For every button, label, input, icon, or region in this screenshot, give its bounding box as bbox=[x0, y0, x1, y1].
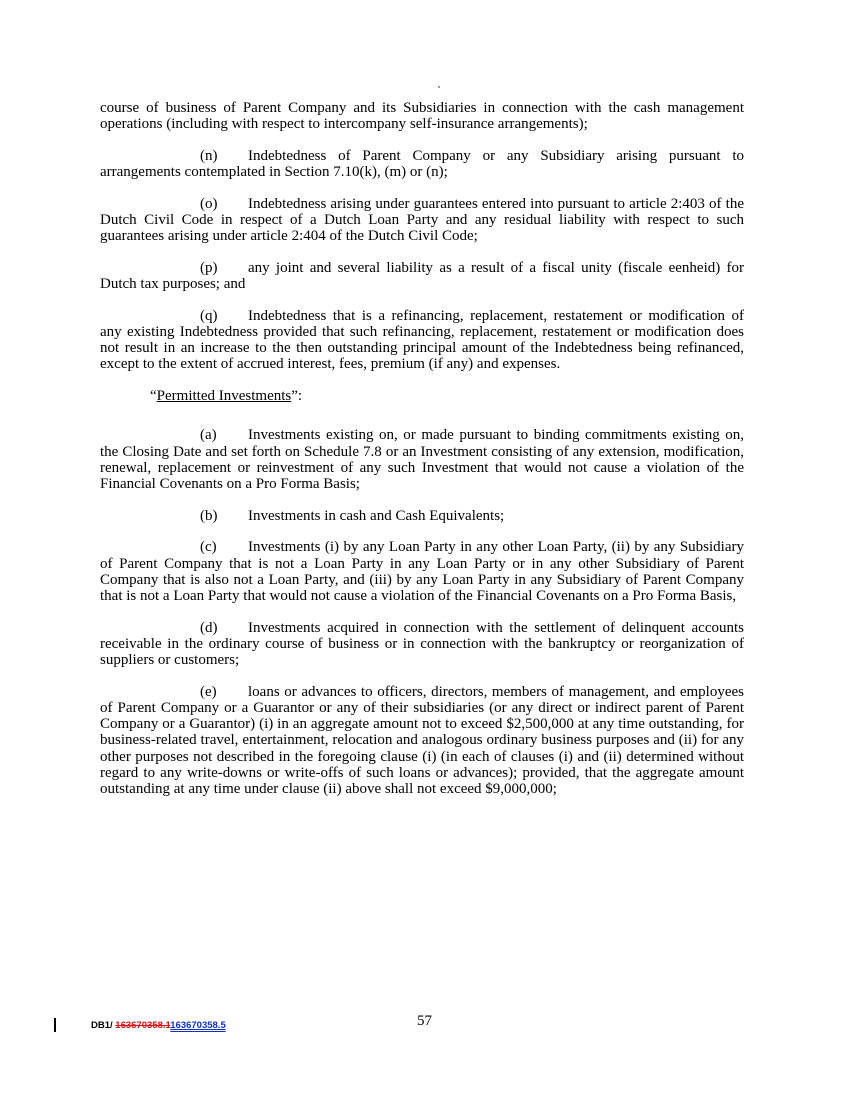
clause-text: Investments acquired in connection with the settlement of delinquent accounts receivable in the ordinary course of business or in connection with the bankruptcy or reorganization of suppliers or customers; bbox=[100, 619, 744, 669]
clause-a bbox=[100, 427, 744, 492]
clause-label: (n) bbox=[200, 147, 218, 164]
scan-dot bbox=[438, 86, 440, 88]
deleted-doc-id: 163670358.1 bbox=[115, 1020, 171, 1031]
clause-c bbox=[100, 539, 744, 604]
clause-o bbox=[100, 196, 744, 245]
clause-e bbox=[100, 684, 744, 797]
continuation-paragraph: course of business of Parent Company and its Subsidiaries in connection with the cash management operations (including with respect to intercompany self-insurance arrangements); bbox=[100, 100, 744, 133]
clause-text: any joint and several liability as a result of a fiscal unity (fiscale eenheid) for Dutch tax purposes; and bbox=[100, 259, 744, 293]
clause-p bbox=[100, 260, 744, 292]
clause-text: Indebtedness that is a refinancing, replacement, restatement or modification of any existing Indebtedness provided that such refinancing, replacement, restatement or modification does not result in an increase to the then outstanding principal amount of the Indebtedness being refinanced, except to the extent of accrued interest, fees, premium (if any) and expenses. bbox=[100, 307, 744, 373]
clause-q bbox=[100, 308, 744, 373]
clause-n bbox=[100, 148, 744, 180]
open-quote: “ bbox=[150, 388, 157, 405]
document-body bbox=[100, 100, 744, 813]
clause-label: (o) bbox=[200, 195, 218, 212]
close-quote: ”: bbox=[291, 388, 303, 405]
clause-label: (e) bbox=[200, 683, 217, 700]
clause-label: (d) bbox=[200, 619, 218, 636]
clause-label: (q) bbox=[200, 307, 218, 324]
clause-text: Indebtedness arising under guarantees entered into pursuant to article 2:403 of the Dutch Civil Code in respect of a Dutch Loan Party and any residual liability with respect to such guarantees arising under article 2:404 of the Dutch Civil Code; bbox=[100, 195, 744, 245]
defined-term: Permitted Investments bbox=[156, 388, 292, 405]
clause-label: (p) bbox=[200, 259, 218, 276]
page-number: 57 bbox=[417, 1013, 432, 1029]
clause-text: Indebtedness of Parent Company or any Subsidiary arising pursuant to arrangements contemplated in Section 7.10(k), (m) or (n); bbox=[100, 147, 744, 181]
clause-d bbox=[100, 620, 744, 669]
clause-label: (b) bbox=[200, 507, 218, 524]
clause-text: Investments in cash and Cash Equivalents; bbox=[248, 507, 505, 524]
clause-label: (c) bbox=[200, 539, 217, 556]
clause-text: Investments (i) by any Loan Party in any other Loan Party, (ii) by any Subsidiary of Parent Company that is not a Loan Party in any Loan Party or in any other Subsidiary of Parent Company that is also not a Loan Party, and (iii) by any Loan Party in any Subsidiary of Parent Company that is not a Loan Party that would not cause a violation of the Financial Covenants on a Pro Forma Basis, bbox=[100, 539, 744, 604]
definition-heading bbox=[100, 388, 744, 404]
clause-text: loans or advances to officers, directors, members of management, and employees of Parent Company or a Guarantor or any of their subsidiaries (or any direct or indirect parent of Parent Company or a Guarantor) (i) in an aggregate amount not to exceed $2,500,000 at any time outstanding, for business-related travel, entertainment, relocation and analogous ordinary business purposes and (ii) for any other purposes not described in the foregoing clause (i) (in each of clauses (i) and (ii) determined without regard to any write-downs or write-offs of such loans or advances); provided, that the aggregate amount outstanding at any time under clause (ii) above shall not exceed $9,000,000; bbox=[100, 683, 744, 797]
clause-text: Investments existing on, or made pursuant to binding commitments existing on, the Closing Date and set forth on Schedule 7.8 or an Investment consisting of any extension, modification, renewal, replacement or reinvestment of any such Investment that would not cause a violation of the Financial Covenants on a Pro Forma Basis; bbox=[100, 427, 744, 492]
clause-label: (a) bbox=[200, 427, 217, 444]
clause-b bbox=[100, 508, 744, 524]
inserted-doc-id: 163670358.5 bbox=[170, 1020, 226, 1031]
doc-id-prefix: DB1/ bbox=[91, 1020, 116, 1031]
